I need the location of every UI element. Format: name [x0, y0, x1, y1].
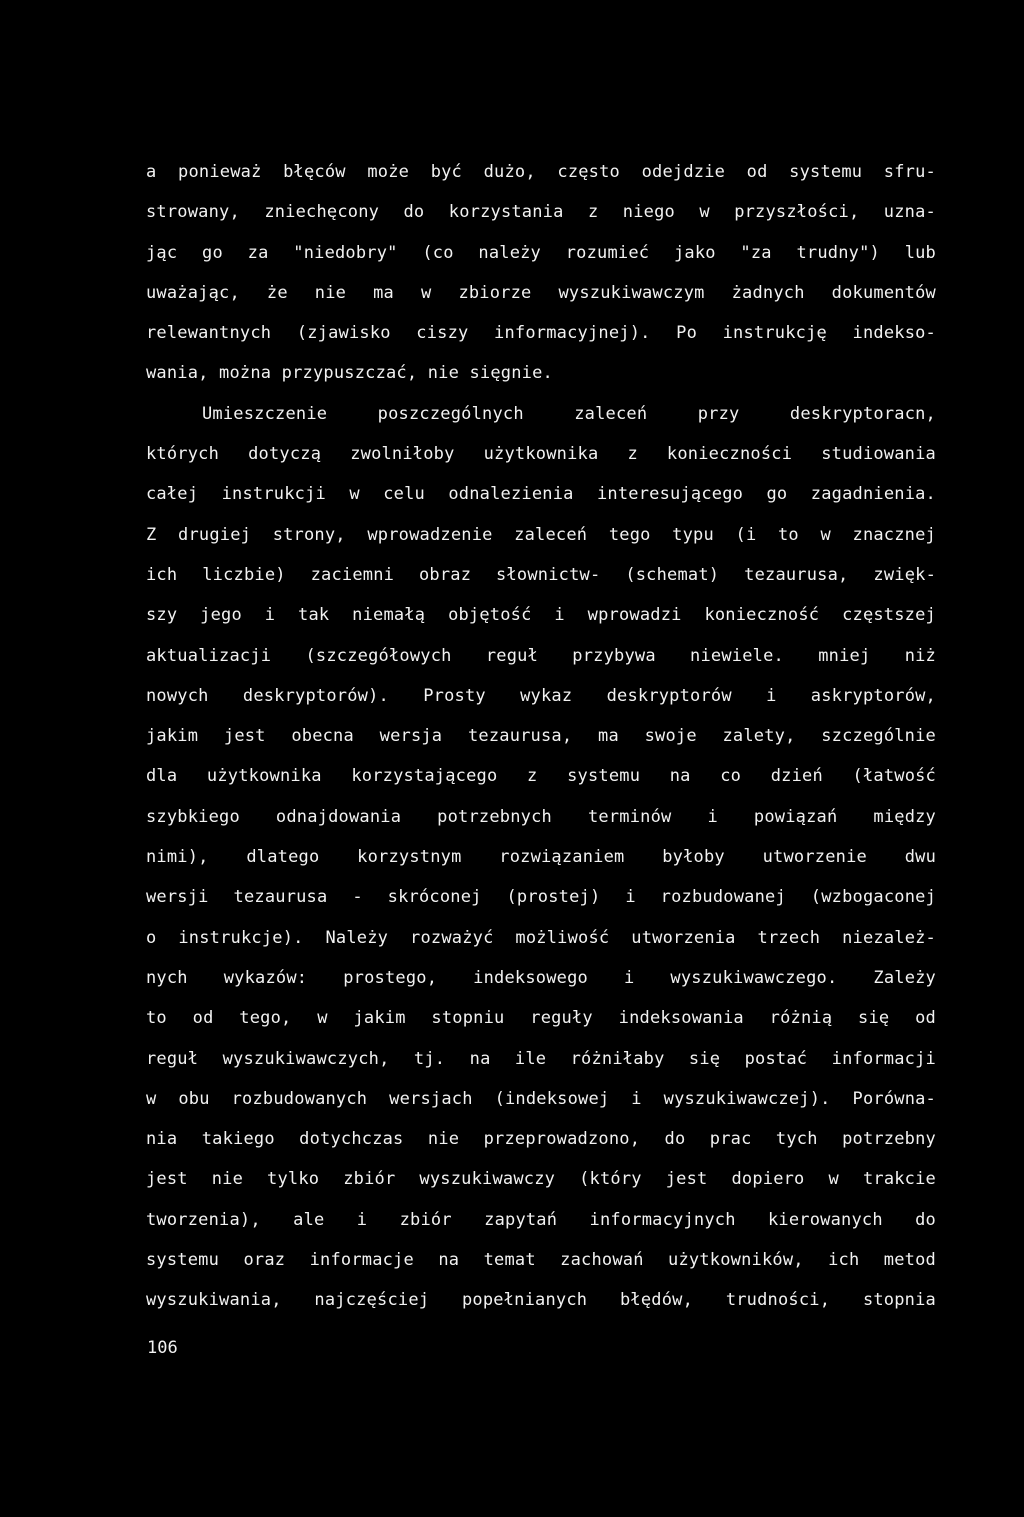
text-line: całej instrukcji w celu odnalezienia interesującego go zagadnienia. — [146, 484, 936, 505]
text-line: szy jego i tak niemałą objętość i wprowadzi konieczność częstszej — [146, 605, 936, 626]
text-line: aktualizacji (szczegółowych reguł przybywa niewiele. mniej niż — [146, 645, 936, 666]
text-line: nowych deskryptorów). Prosty wykaz deskryptorów i askryptorów, — [146, 685, 936, 706]
text-line: wersji tezaurusa - skróconej (prostej) i rozbudowanej (wzbogaconej — [146, 887, 936, 908]
text-line: nych wykazów: prostego, indeksowego i wyszukiwawczego. Zależy — [146, 967, 936, 988]
text-line: wania, można przypuszczać, nie sięgnie. — [146, 363, 553, 384]
text-line: jest nie tylko zbiór wyszukiwawczy (który jest dopiero w trakcie — [146, 1169, 936, 1190]
text-line: nimi), dlatego korzystnym rozwiązaniem byłoby utworzenie dwu — [146, 847, 936, 868]
text-line: strowany, zniechęcony do korzystania z niego w przyszłości, uzna- — [146, 202, 936, 223]
text-line: szybkiego odnajdowania potrzebnych terminów i powiązań między — [146, 806, 936, 827]
text-line: jąc go za "niedobry" (co należy rozumieć jako "za trudny") lub — [146, 242, 936, 263]
text-line: to od tego, w jakim stopniu reguły indeksowania różnią się od — [146, 1008, 936, 1029]
text-line: systemu oraz informacje na temat zachowań użytkowników, ich metod — [146, 1250, 936, 1271]
page-number: 106 — [147, 1338, 178, 1358]
text-line: w obu rozbudowanych wersjach (indeksowej i wyszukiwawczej). Porówna- — [146, 1088, 936, 1109]
text-line: relewantnych (zjawisko ciszy informacyjnej). Po instrukcję indekso- — [146, 323, 936, 344]
text-line: tworzenia), ale i zbiór zapytań informacyjnych kierowanych do — [146, 1209, 936, 1230]
text-line: uważając, że nie ma w zbiorze wyszukiwawczym żadnych dokumentów — [146, 282, 936, 303]
text-line: Z drugiej strony, wprowadzenie zaleceń tego typu (i to w znacznej — [146, 524, 936, 545]
text-line: Umieszczenie poszczególnych zaleceń przy deskryptoracn, — [202, 403, 936, 424]
body-text — [146, 152, 936, 1321]
text-line: o instrukcje). Należy rozważyć możliwość utworzenia trzech niezależ- — [146, 927, 936, 948]
text-line: nia takiego dotychczas nie przeprowadzono, do prac tych potrzebny — [146, 1129, 936, 1150]
text-line: dla użytkownika korzystającego z systemu na co dzień (łatwość — [146, 766, 936, 787]
text-line: jakim jest obecna wersja tezaurusa, ma swoje zalety, szczególnie — [146, 726, 936, 747]
text-line: ich liczbie) zaciemni obraz słownictw- (schemat) tezaurusa, zwięk- — [146, 564, 936, 585]
text-line: reguł wyszukiwawczych, tj. na ile różniłaby się postać informacji — [146, 1048, 936, 1069]
text-line: których dotyczą zwolniłoby użytkownika z konieczności studiowania — [146, 444, 936, 465]
text-line: a ponieważ błęców może być dużo, często odejdzie od systemu sfru- — [146, 162, 936, 182]
text-line: wyszukiwania, najczęściej popełnianych błędów, trudności, stopnia — [146, 1290, 936, 1311]
